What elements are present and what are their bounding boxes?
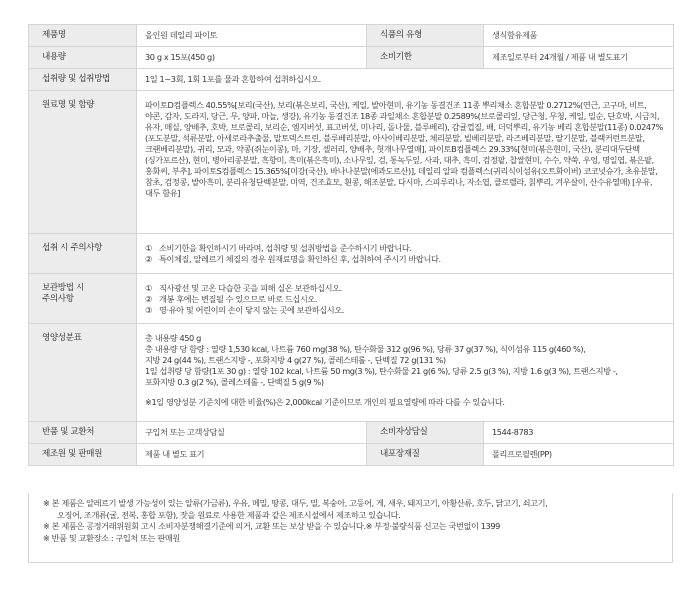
value-content: 30 g x 15포(450 g) (137, 47, 367, 69)
nutrition-line-5: 포화지방 0.3 g(2 %), 콜레스테롤 -, 단백질 5 g(9 %) (145, 377, 324, 387)
storage-item-3: ③ 영·유아 및 어린이의 손이 닿지 않는 곳에 보관하십시오. (145, 305, 345, 315)
label-ingredients: 원료명 및 함량 (29, 91, 137, 234)
value-consumer-center: 1544-8783 (484, 422, 674, 444)
label-manufacturer: 제조원 및 판매원 (29, 444, 137, 466)
value-expiry: 제조일로부터 24개월 / 제품 내 별도표기 (484, 47, 674, 69)
row-intake (29, 69, 674, 91)
label-food-type: 식품의 유형 (367, 25, 484, 47)
footnote-compensation: ※ 본 제품은 공정거래위원회 고시 소비자분쟁해결기준에 의거, 교환 또는 보상 받을 수 있습니다.※ 부정·불량식품 신고는 국번없이 1399 (43, 521, 500, 531)
value-manufacturer: 제품 내 별도 표기 (137, 444, 367, 466)
nutrition-line-1: 총 내용량 450 g (145, 333, 201, 343)
nutrition-note: ※1일 영양성분 기준치에 대한 비율(%)은 2,000kcal 기준이므로 개인의 필요열량에 따라 다를 수 있습니다. (145, 397, 505, 407)
row-ingredients (29, 91, 674, 234)
value-return: 구입처 또는 고객상담실 (137, 422, 367, 444)
value-ingredients: 파이토D컴플렉스 40.55%[보리(국산), 보리(볶은보리, 국산), 케일, 발아현미, 유기농 동결건조 11종 뿌리채소 혼합분말 0.2712%(연근, 고구마, 비트, 야콘, 감자, 도라지, 당근, 무, 양파, 마늘, 생강), 유기농 동결건조 18종 과일채소 혼합분말 0.2589%(브로콜리잎, 당근청, 무청, 케일, 밀순, 단호박, 시금치, 유자, 매실, 양배추, 호박, 브로콜리, 보리순, 엠지버섯, 표고버섯, 미나리, 돌나물, 블루베리), 감귤껍질, 배, 더덕뿌리, 유기농 베리 혼합분말(11종) 0.0247%(포도분말, 석류분말, 아세로라추출물, 말토덱스트린, 블루베리분말, 아사이베리분말, 체리분말, 빌베리분말, 라즈베리분말, 딸기분말, 블랙커런트분말, 크랜베리분말), 귀리, 모과, 약콩(쥐눈이콩), 마, 기장, 셀러리, 양배추, 헛개나무열매], 파이토B컴플렉스 29.33%[현미(볶은현미, 국산), 분리대두단백(싱가포르산), 현미, 병아리콩분말, 흑향미, 흑미(볶은흑미), 소나무잎, 검, 통녹두잎, 사과, 대추, 흑미, 검정팥, 찹쌀현미, 수수, 약쑥, 우엉, 명일엽, 볶은팥, 홍화씨, 부추], 파이토S컴플렉스 15.365%[미강(국산), 바나나분말(에콰도르산)], 데일리 알파 컴플렉스(귀리식이섬유(오트화이버) 코코넛슈가, 초유분말, 참초, 검정콩, 발아흑미, 분리유청단백분말, 미역, 건조효모, 흰콩, 해조분말, 다시마, 스피루리나, 자소엽, 클로렐라, 칡뿌리, 겨우살이, 산수유열매) [우유, 대두 함유] (137, 91, 674, 234)
row-caution (29, 234, 674, 274)
storage-item-1: ① 직사광선 및 고온 다습한 곳을 피해 실온 보관하십시오. (145, 283, 342, 293)
label-intake: 섭취량 및 섭취방법 (29, 69, 137, 91)
label-consumer-center: 소비자상담실 (367, 422, 484, 444)
nutrition-line-2: 총 내용량 당 함량 : 열량 1,530 kcal, 나트륨 760 mg(38 %), 탄수화물 312 g(96 %), 당류 37 g(37 %), 식이섬유 115 g(460 %), (145, 344, 586, 354)
caution-item-1: ① 소비기한을 확인하시기 바라며, 섭취량 및 섭취방법을 준수하시기 바랍니다. (145, 243, 412, 253)
label-return: 반품 및 교환처 (29, 422, 137, 444)
value-caution (137, 234, 674, 274)
value-food-type: 생식함유제품 (484, 25, 674, 47)
row-nutrition (29, 324, 674, 422)
footnote-allergen: ※ 본 제품은 알레르기 발생 가능성이 있는 알류(가금류), 우유, 메밀, 땅콩, 대두, 밀, 복숭아, 고등어, 게, 새우, 돼지고기, 아황산류, 호두, 닭고기, 쇠고기, (43, 498, 548, 508)
label-packaging: 내포장재질 (367, 444, 484, 466)
label-content: 내용량 (29, 47, 137, 69)
row-storage (29, 274, 674, 324)
value-intake: 1일 1~3회, 1회 1포를 물과 혼합하여 섭취하십시오. (137, 69, 674, 91)
label-caution: 섭취 시 주의사항 (29, 234, 137, 274)
caution-item-2: ② 특이체질, 알레르기 체질의 경우 원재료명을 확인하신 후, 섭취하여 주시기 바랍니다. (145, 254, 441, 264)
value-storage (137, 274, 674, 324)
label-expiry: 소비기한 (367, 47, 484, 69)
row-product-name (29, 25, 674, 47)
row-manufacturer (29, 444, 674, 466)
nutrition-line-3: 지방 24 g(44 %), 트랜스지방 -, 포화지방 4 g(27 %), 콜레스테롤 -, 단백질 72 g(131 %) (145, 355, 446, 365)
row-content (29, 47, 674, 69)
footnote-return-place: ※ 반품 및 교환장소 : 구입처 또는 판매원 (43, 532, 180, 543)
footnotes (28, 493, 673, 563)
footnote-allergen-cont: 오징어, 조개류(굴, 전복, 홍합 포함), 잣을 원료로 사용한 제품과 같은 제조시설에서 제조하고 있습니다. (57, 509, 401, 520)
storage-item-2: ② 개봉 후에는 변질될 수 있으므로 바로 드십시오. (145, 294, 318, 304)
row-return (29, 422, 674, 444)
label-nutrition: 영양성분표 (29, 324, 137, 422)
nutrition-line-4: 1일 섭취량 당 함량(1포 30 g) : 열량 102 kcal, 나트륨 50 mg(3 %), 탄수화물 21 g(6 %), 당류 2.5 g(3 %), 지방 1.6 g(3 %), 트랜스지방 -, (145, 366, 618, 376)
label-storage: 보관방법 시 주의사항 (29, 274, 137, 324)
value-product-name: 올인원 데일리 파이토 (137, 25, 367, 47)
label-product-name: 제품명 (29, 25, 137, 47)
product-info-table (28, 24, 674, 466)
value-packaging: 폴리프로필렌(PP) (484, 444, 674, 466)
value-nutrition (137, 324, 674, 422)
